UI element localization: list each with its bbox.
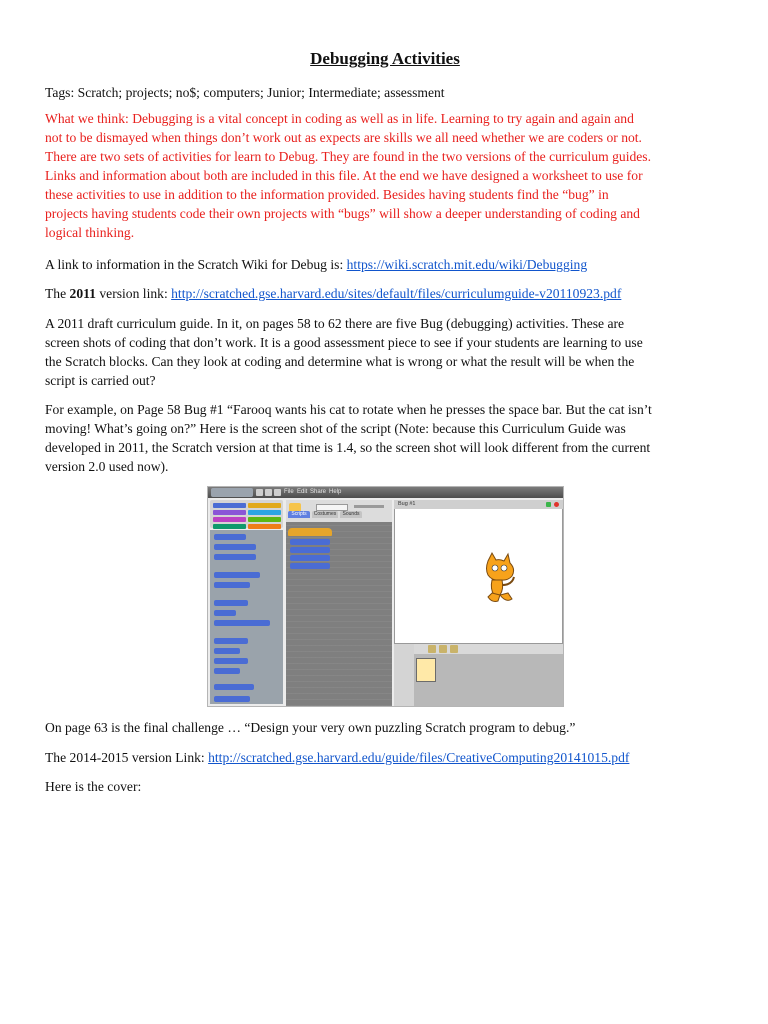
tab-scripts: Scripts	[288, 511, 310, 518]
tags-line: Tags: Scratch; projects; no$; computers; Junior; Intermediate; assessment	[45, 85, 445, 100]
sprite-name-field	[316, 504, 348, 511]
turn-block	[290, 563, 330, 569]
save-icon	[265, 489, 272, 496]
blocks-palette	[210, 530, 283, 704]
palette-block	[214, 620, 270, 626]
paint-sprite-icon	[428, 645, 436, 653]
when-key-pressed-block	[288, 528, 332, 536]
example-line: version 2.0 used now).	[45, 459, 169, 474]
wiki-link[interactable]: https://wiki.scratch.mit.edu/wiki/Debugging	[346, 257, 588, 272]
palette-block	[214, 582, 250, 588]
draft-line: A 2011 draft curriculum guide. In it, on pages 58 to 62 there are five Bug (debugging) activities. These are	[45, 316, 625, 331]
intro-line: these activities to use in addition to the information provided. Besides having students find the “bug” in	[45, 187, 609, 202]
intro-line: projects having students code their own projects with “bugs” will show a deeper understanding of coding and	[45, 206, 640, 221]
document-title: Debugging Activities	[310, 49, 460, 68]
draft-line: screen shots of coding that don’t work. It is a good assessment piece to see if your students are learning to use	[45, 335, 643, 350]
palette-block	[214, 658, 248, 664]
stage-thumbnail-column	[394, 644, 414, 706]
menu-share: Share	[310, 489, 327, 495]
palette-block	[214, 696, 250, 702]
sprite-bar	[394, 644, 563, 654]
turn-block	[290, 547, 330, 553]
wiki-line	[45, 255, 725, 274]
example-line: For example, on Page 58 Bug #1 “Farooq wants his cat to rotate when he presses the space bar. But the cat isn’t	[45, 402, 652, 417]
scratch-cat-icon	[478, 551, 520, 607]
intro-line: not to be dismayed when things don’t work out as expects are skills we all need whether we are coders or not.	[45, 130, 642, 145]
sprite-info	[354, 505, 384, 508]
intro-line: logical thinking.	[45, 225, 135, 240]
palette-block	[214, 668, 240, 674]
category-sound	[213, 517, 246, 522]
draft-line: the Scratch blocks. Can they look at coding and determine what is wrong or what the result will be when the	[45, 354, 635, 369]
draft-paragraph	[45, 314, 725, 390]
final-challenge: On page 63 is the final challenge … “Design your very own puzzling Scratch program to debug.”	[45, 720, 576, 735]
choose-sprite-icon	[439, 645, 447, 653]
draft-line: script is carried out?	[45, 373, 156, 388]
cover-line: Here is the cover:	[45, 779, 142, 794]
v2011-year: 2011	[69, 286, 96, 301]
v2014-link[interactable]: http://scratched.gse.harvard.edu/guide/files/CreativeComputing20141015.pdf	[208, 750, 630, 765]
version-2014-line	[45, 748, 725, 767]
wiki-prefix: A link to information in the Scratch Wiki for Debug is:	[45, 257, 347, 272]
intro-line: There are two sets of activities for learn to Debug. They are found in the two versions of the curriculum guides.	[45, 149, 651, 164]
version-2011-line	[45, 284, 725, 303]
menu-help: Help	[329, 489, 342, 495]
palette-block	[214, 684, 254, 690]
palette-block	[214, 544, 256, 550]
example-paragraph	[45, 400, 725, 476]
scratch-logo	[211, 488, 253, 497]
category-control	[248, 503, 281, 508]
v2014-prefix: The 2014-2015 version Link:	[45, 750, 209, 765]
v2011-mid: version link:	[95, 286, 172, 301]
menu-file: File	[284, 489, 294, 495]
menu-edit: Edit	[297, 489, 308, 495]
category-variables	[248, 524, 281, 529]
random-sprite-icon	[450, 645, 458, 653]
scratch-screenshot	[207, 486, 564, 707]
intro-line: What we think: Debugging is a vital concept in coding as well as in life. Learning to try again and again and	[45, 111, 634, 126]
palette-block	[214, 610, 236, 616]
sprite-thumbnail	[416, 658, 436, 682]
category-operators	[248, 517, 281, 522]
category-sensing	[248, 510, 281, 515]
share-icon	[274, 489, 281, 496]
stage-title: Bug #1	[398, 501, 416, 507]
stage-bar	[394, 500, 563, 509]
category-pen	[213, 524, 246, 529]
v2011-link[interactable]: http://scratched.gse.harvard.edu/sites/default/files/curriculumguide-v20110923.pdf	[171, 286, 622, 301]
turn-block	[290, 555, 330, 561]
tab-sounds: Sounds	[340, 511, 362, 518]
green-flag-icon	[546, 502, 551, 507]
palette-block	[214, 648, 240, 654]
category-motion	[213, 503, 246, 508]
turn-block	[290, 539, 330, 545]
example-line: moving! What’s going on?” Here is the screen shot of the script (Note: because this Curriculum Guide was	[45, 421, 626, 436]
palette-block	[214, 638, 248, 644]
category-looks	[213, 510, 246, 515]
block-categories	[210, 500, 283, 528]
intro-paragraph	[45, 109, 725, 242]
intro-line: Links and information about both are included in this file. At the end we have designed a worksheet to use for	[45, 168, 643, 183]
stop-icon	[554, 502, 559, 507]
palette-block	[214, 534, 246, 540]
palette-block	[214, 572, 260, 578]
v2011-the: The	[45, 286, 70, 301]
example-line: developed in 2011, the Scratch version at that time is 1.4, so the screen shot will look different from the current	[45, 440, 651, 455]
palette-block	[214, 554, 256, 560]
tab-costumes: Costumes	[313, 511, 337, 517]
palette-block	[214, 600, 248, 606]
globe-icon	[256, 489, 263, 496]
